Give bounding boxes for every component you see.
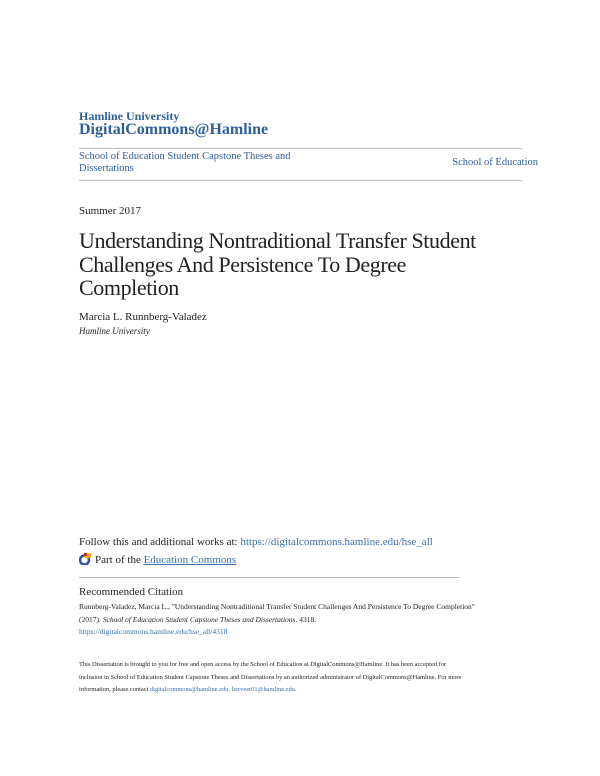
author: Marcia L. Runnberg-Valadez [79, 311, 207, 323]
collection-line[interactable]: Dissertations [79, 163, 134, 174]
part-of-label: Part of the [95, 554, 144, 566]
document-title [79, 229, 476, 300]
footer-period: . [294, 686, 297, 693]
citation-year: (2017). [79, 614, 103, 624]
collection-line[interactable]: School of Education Student Capstone Theses and [79, 151, 291, 162]
citation-heading: Recommended Citation [79, 586, 184, 598]
department-link[interactable]: School of Education [452, 157, 538, 168]
repository-name[interactable]: DigitalCommons@Hamline [79, 121, 269, 138]
collection-url-link[interactable]: https://digitalcommons.hamline.edu/hse_all [240, 536, 433, 548]
divider [79, 577, 459, 578]
citation-url-link[interactable]: https://digitalcommons.hamline.edu/hse_all/4318 [79, 627, 228, 636]
title-line: Challenges And Persistence To Degree [79, 251, 407, 277]
footer-line: inclusion in School of Education Student Capstone Theses and Dissertations by an authorized administrator of DigitalCommons@Hamline. For more [79, 673, 462, 681]
citation-text [79, 601, 475, 639]
part-of-line [79, 553, 236, 568]
network-logo-icon [79, 553, 91, 568]
citation-line [79, 614, 475, 627]
publication-date: Summer 2017 [79, 205, 142, 217]
divider [79, 180, 522, 181]
title-line: Completion [79, 275, 179, 300]
contact-email-links[interactable]: digitalcommons@hamline.edu, lterveer01@hamline.edu [149, 686, 295, 693]
collection-link[interactable] [79, 151, 291, 174]
follow-label: Follow this and additional works at: [79, 536, 241, 548]
education-commons-link[interactable]: Education Commons [143, 554, 237, 566]
follow-line [79, 536, 433, 548]
footer-line [79, 684, 461, 697]
footer-contact-label: information, please contact [79, 686, 150, 693]
footer-line: This Dissertation is brought to you for free and open access by the School of Education at DigitalCommons@Hamline. It has been accepted for [79, 661, 447, 668]
affiliation: Hamline University [79, 326, 150, 336]
university-name: Hamline University [79, 109, 180, 123]
title-line: Understanding Nontraditional Transfer Student [79, 228, 476, 253]
footer-notice [79, 659, 461, 697]
citation-line: Runnberg-Valadez, Marcia L., "Understanding Nontraditional Transfer Student Challenges And Persistence To Degree Completion" [79, 602, 475, 611]
citation-number: . 4318. [295, 614, 317, 624]
citation-series: School of Education Student Capstone Theses and Dissertations [102, 614, 296, 624]
divider [79, 148, 522, 149]
